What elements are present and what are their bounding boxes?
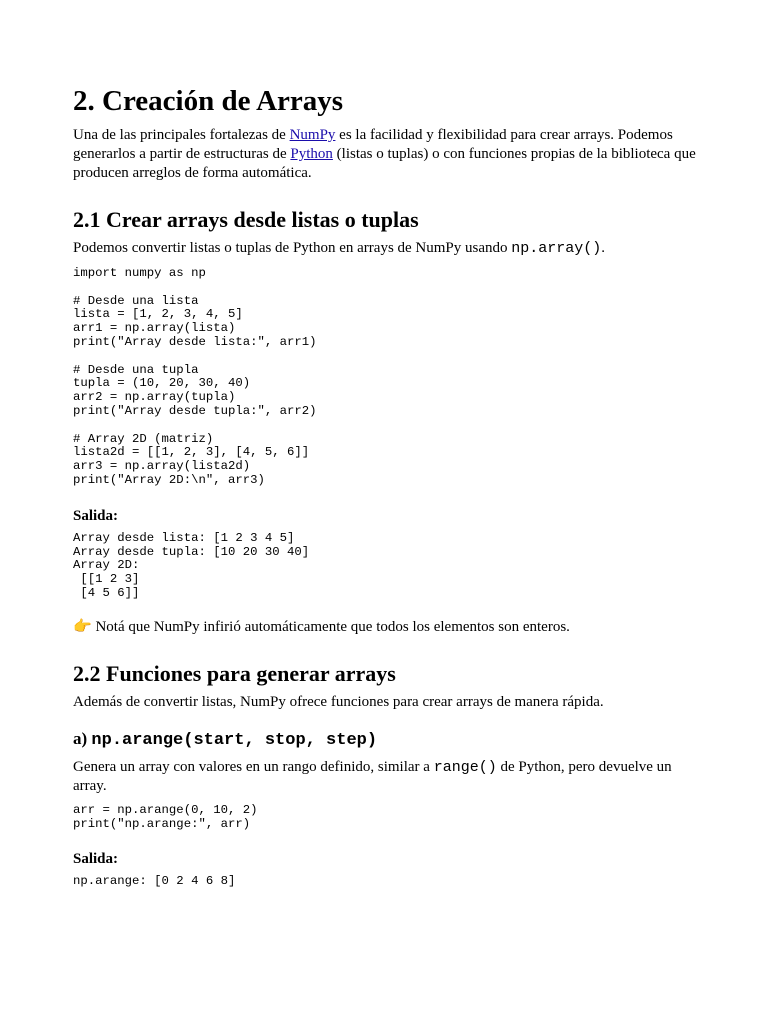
- listas-text-part1: Podemos convertir listas o tuplas de Python en arrays de NumPy usando: [73, 240, 512, 256]
- pointing-hand-icon: 👉: [73, 616, 92, 635]
- output-block-arrays-listas: Array desde lista: [1 2 3 4 5] Array desde tupla: [10 20 30 40] Array 2D: [[1 2 3] [4 5 6]]: [73, 530, 310, 600]
- arange-output-label: Salida:: [73, 851, 119, 868]
- output-block-arange: np.arange: [0 2 4 6 8]: [73, 874, 236, 889]
- np-arange-title-code: np.arange(start, stop, step): [91, 730, 378, 750]
- output-label: Salida:: [73, 507, 119, 524]
- arange-text-part2: de Python, pero devuelve un array.: [73, 758, 672, 794]
- code-block-arrays-listas: import numpy as np # Desde una lista lista = [1, 2, 3, 4, 5] arr1 = np.array(lista) print("Array desde lista:", arr1) # Desde una tupla tupla = (10, 20, 30, 40) arr2 = np.array(tupla) print("Array desde tupla:", arr2) # Array 2D (matriz) lista2d = [[1, 2, 3], [4, 5, 6]] arr3 = np.array(lista2d) print("Array 2D:\n", arr3): [73, 266, 317, 487]
- subheading-np-arange: [73, 728, 698, 752]
- subsection-listas-paragraph: [73, 239, 698, 258]
- arange-text-part1: Genera un array con valores en un rango definido, similar a: [73, 758, 434, 775]
- note-text: Notá que NumPy infirió automáticamente que todos los elementos son enteros.: [91, 618, 570, 635]
- subsection-title-funciones: 2.2 Funciones para generar arrays: [73, 660, 396, 686]
- section-title-creacion-arrays: 2. Creación de Arrays: [73, 85, 344, 117]
- range-inline-code: range(): [433, 758, 497, 776]
- section-intro-paragraph: [73, 126, 698, 183]
- subheading-prefix: a): [73, 728, 92, 748]
- arange-paragraph: [73, 758, 698, 796]
- intro-text-part3: (listas o tuplas) o con funciones propias de la biblioteca que producen arreglos de forma automática.: [73, 146, 696, 181]
- funciones-intro-paragraph: Además de convertir listas, NumPy ofrece funciones para crear arrays de manera rápida.: [73, 693, 604, 710]
- np-array-inline-code: np.array(): [511, 240, 602, 257]
- document-content: [73, 84, 698, 889]
- python-link[interactable]: Python: [290, 146, 333, 162]
- code-block-arange: arr = np.arange(0, 10, 2) print("np.arange:", arr): [73, 802, 258, 831]
- note-paragraph: [73, 617, 698, 637]
- subsection-title-listas-tuplas: 2.1 Crear arrays desde listas o tuplas: [73, 207, 419, 232]
- intro-text-part2: es la facilidad y flexibilidad para crear arrays. Podemos generarlos a partir de estructuras de: [73, 127, 673, 162]
- numpy-link[interactable]: NumPy: [289, 127, 336, 143]
- listas-text-part2: .: [601, 240, 606, 256]
- intro-text-part1: Una de las principales fortalezas de: [73, 127, 290, 143]
